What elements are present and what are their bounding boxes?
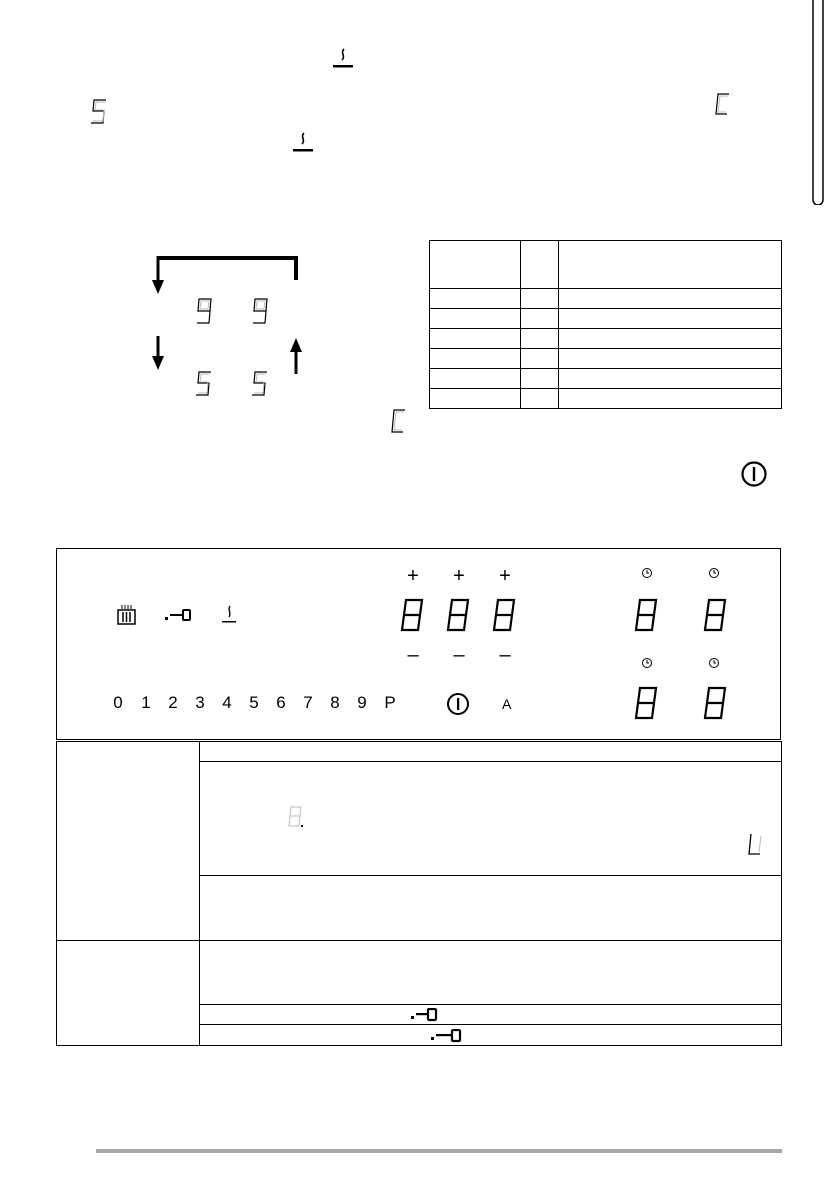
zone-display xyxy=(400,598,424,632)
clock-icon[interactable] xyxy=(708,657,720,669)
zone-display xyxy=(492,598,516,632)
segment-s-icon xyxy=(90,98,108,126)
cut-line-icon xyxy=(810,0,826,205)
function-table xyxy=(56,741,782,1046)
residual-heat-icon xyxy=(332,48,354,70)
key-lock-icon xyxy=(164,608,192,622)
segment-l-icon xyxy=(748,832,766,856)
segment-c-icon xyxy=(390,408,408,434)
segment-s-icon xyxy=(251,370,269,398)
auto-button[interactable]: A xyxy=(502,696,512,712)
timer-display xyxy=(703,686,727,720)
level-6[interactable]: 6 xyxy=(276,693,286,712)
plus-button[interactable]: + xyxy=(407,565,419,587)
level-p[interactable]: P xyxy=(384,693,396,712)
segment-s-icon xyxy=(195,370,213,398)
power-icon[interactable] xyxy=(446,692,470,716)
level-1[interactable]: 1 xyxy=(141,693,151,712)
hood-icon xyxy=(116,604,138,626)
timer-display xyxy=(634,686,658,720)
footer-bar xyxy=(96,1149,782,1153)
minus-button[interactable]: – xyxy=(407,644,419,666)
timer-display xyxy=(703,598,727,632)
level-4[interactable]: 4 xyxy=(222,693,232,712)
plus-button[interactable]: + xyxy=(453,565,465,587)
residual-heat-icon xyxy=(221,604,237,626)
residual-heat-icon xyxy=(292,132,314,154)
level-7[interactable]: 7 xyxy=(303,693,313,712)
segment-8-dot-icon xyxy=(286,805,304,829)
settings-table xyxy=(429,240,782,409)
segment-9-icon xyxy=(195,297,213,325)
power-icon xyxy=(740,460,768,488)
minus-button[interactable]: – xyxy=(453,644,465,666)
timer-display xyxy=(634,598,658,632)
segment-c-icon xyxy=(714,92,732,116)
key-lock-icon xyxy=(430,1029,464,1043)
level-5[interactable]: 5 xyxy=(249,693,259,712)
clock-icon[interactable] xyxy=(641,657,653,669)
level-2[interactable]: 2 xyxy=(168,693,178,712)
level-0[interactable]: 0 xyxy=(113,693,123,712)
plus-button[interactable]: + xyxy=(499,565,511,587)
zone-display xyxy=(446,598,470,632)
key-lock-icon xyxy=(410,1008,438,1022)
level-8[interactable]: 8 xyxy=(330,693,340,712)
level-9[interactable]: 9 xyxy=(357,693,367,712)
minus-button[interactable]: – xyxy=(499,644,511,666)
level-3[interactable]: 3 xyxy=(195,693,205,712)
sequence-diagram xyxy=(148,250,314,380)
segment-9-icon xyxy=(251,297,269,325)
clock-icon[interactable] xyxy=(708,567,720,579)
clock-icon[interactable] xyxy=(641,567,653,579)
